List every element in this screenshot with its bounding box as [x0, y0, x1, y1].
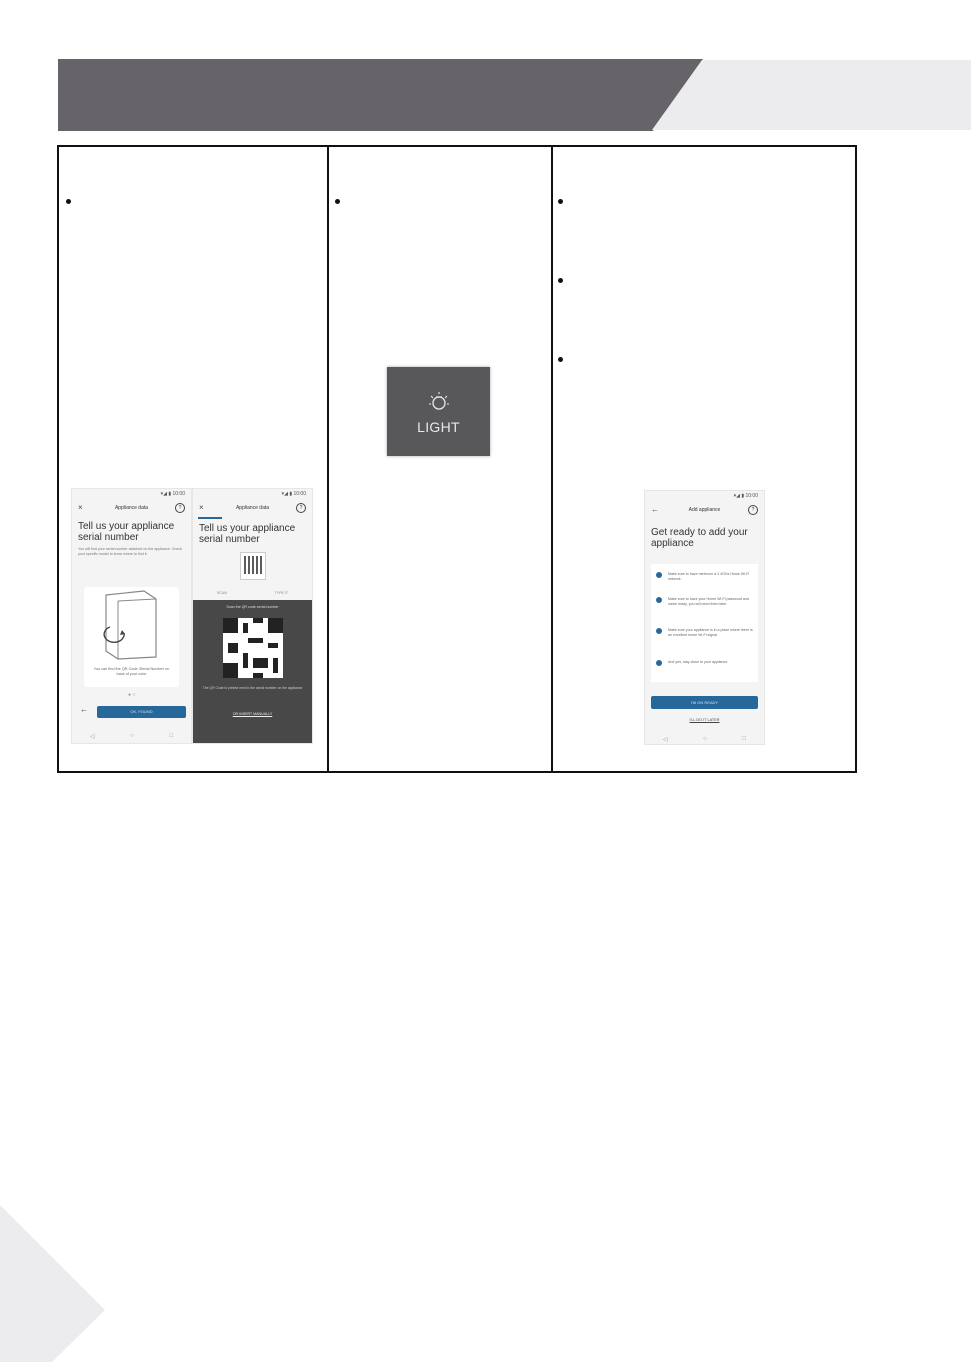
tab-type-it[interactable]: TYPE IT [274, 591, 289, 595]
help-icon[interactable]: ? [296, 503, 306, 513]
help-icon[interactable]: ? [175, 503, 185, 513]
bullet [335, 199, 340, 204]
bullet [558, 357, 563, 362]
info-icon [656, 597, 662, 603]
screen-title: Tell us your appliance serial number [199, 523, 296, 545]
scan-tabs [193, 591, 312, 599]
check-icon [656, 660, 662, 666]
qr-code [223, 618, 283, 678]
bullet [558, 278, 563, 283]
screen-topbar-title: Appliance data [235, 505, 270, 511]
app-screenshot-add-appliance: ▾◢ ▮ 10:00 ← Add appliance ? Get ready to add your appliance Make sure to have minimum a 2.4GHz Home Wi-Fi network. Make sure to have your Home Wi-Fi password and name ready, you will need them later. Make sure your appliance is in a place where there is an excellent home Wi-Fi signal. And yes, stay close to your appliance. I'M ON READY I'LL DO IT LATER ◁ ○ □ [644, 490, 765, 745]
back-arrow-icon[interactable]: ← [651, 505, 659, 514]
column-light-button [327, 147, 553, 771]
page-dots: ● ○ [128, 692, 136, 698]
screen-title: Get ready to add your appliance [651, 527, 748, 549]
screen-topbar-title: Appliance data [114, 505, 149, 511]
info-icon [656, 628, 662, 634]
later-link[interactable]: I'LL DO IT LATER [689, 718, 720, 722]
info-icon [656, 572, 662, 578]
header-band [58, 59, 703, 131]
light-label: LIGHT [417, 419, 460, 435]
light-button-panel [387, 367, 490, 456]
help-icon[interactable]: ? [748, 505, 758, 515]
ok-found-button[interactable]: OK, FOUND [97, 706, 186, 718]
app-screenshot-qr-scan: ▾◢ ▮ 10:00 × Appliance data ? Tell us your appliance serial number SCAN TYPE IT Scan the QR code serial number The QR Code is printed next to the serial number on the appliance OR INSERT MANUALLY [192, 488, 313, 744]
qr-thumbnail [240, 552, 266, 580]
checklist-item: And yes, stay close to your appliance. [656, 660, 754, 666]
progress-bar [198, 517, 222, 519]
header-accent [652, 60, 971, 130]
qr-location-hint: You can find the QR Code /Serial Number on back of your color [93, 667, 170, 676]
scan-note: The QR Code is printed next to the serial number on the appliance [202, 686, 303, 690]
ready-button[interactable]: I'M ON READY [651, 696, 758, 709]
insert-manually-link[interactable]: OR INSERT MANUALLY [232, 712, 273, 716]
checklist-card [651, 564, 758, 682]
fridge-icon [84, 587, 179, 662]
checklist-item: Make sure to have minimum a 2.4GHz Home Wi-Fi network. [656, 572, 754, 582]
bullet [66, 199, 71, 204]
column-get-ready [551, 147, 855, 771]
column-serial-number [59, 147, 329, 771]
light-bulb-icon [424, 387, 454, 417]
close-icon[interactable]: × [199, 503, 204, 512]
screen-description: You will find your serial number attached on the appliance. Check your specific model to know where to find it. [78, 547, 182, 556]
screen-title: Tell us your appliance serial number [78, 521, 175, 543]
scan-caption: Scan the QR code serial number [226, 605, 279, 609]
corner-accent [0, 1205, 110, 1362]
android-navbar: ◁ ○ □ [89, 733, 174, 740]
checklist-item: Make sure your appliance is in a place where there is an excellent home Wi-Fi signal. [656, 628, 754, 638]
instruction-table [57, 145, 857, 773]
app-screenshot-serial-info: ▾◢ ▮ 10:00 × Appliance data ? Tell us your appliance serial number You will find your serial number attached on the appliance. Check your specific model to know where to find it. You can find the QR Code /Serial Number on back of your color ● ○ ← OK, FOUND ◁ ○ □ [71, 488, 192, 744]
back-arrow-icon[interactable]: ← [80, 705, 88, 714]
camera-view [193, 600, 312, 743]
checklist-item: Make sure to have your Home Wi-Fi password and name ready, you will need them later. [656, 597, 754, 607]
android-navbar: ◁ ○ □ [662, 736, 747, 743]
screen-topbar-title: Add appliance [688, 507, 721, 513]
bullet [558, 199, 563, 204]
close-icon[interactable]: × [78, 503, 83, 512]
fridge-illustration-card [84, 587, 179, 687]
tab-scan[interactable]: SCAN [216, 591, 227, 595]
